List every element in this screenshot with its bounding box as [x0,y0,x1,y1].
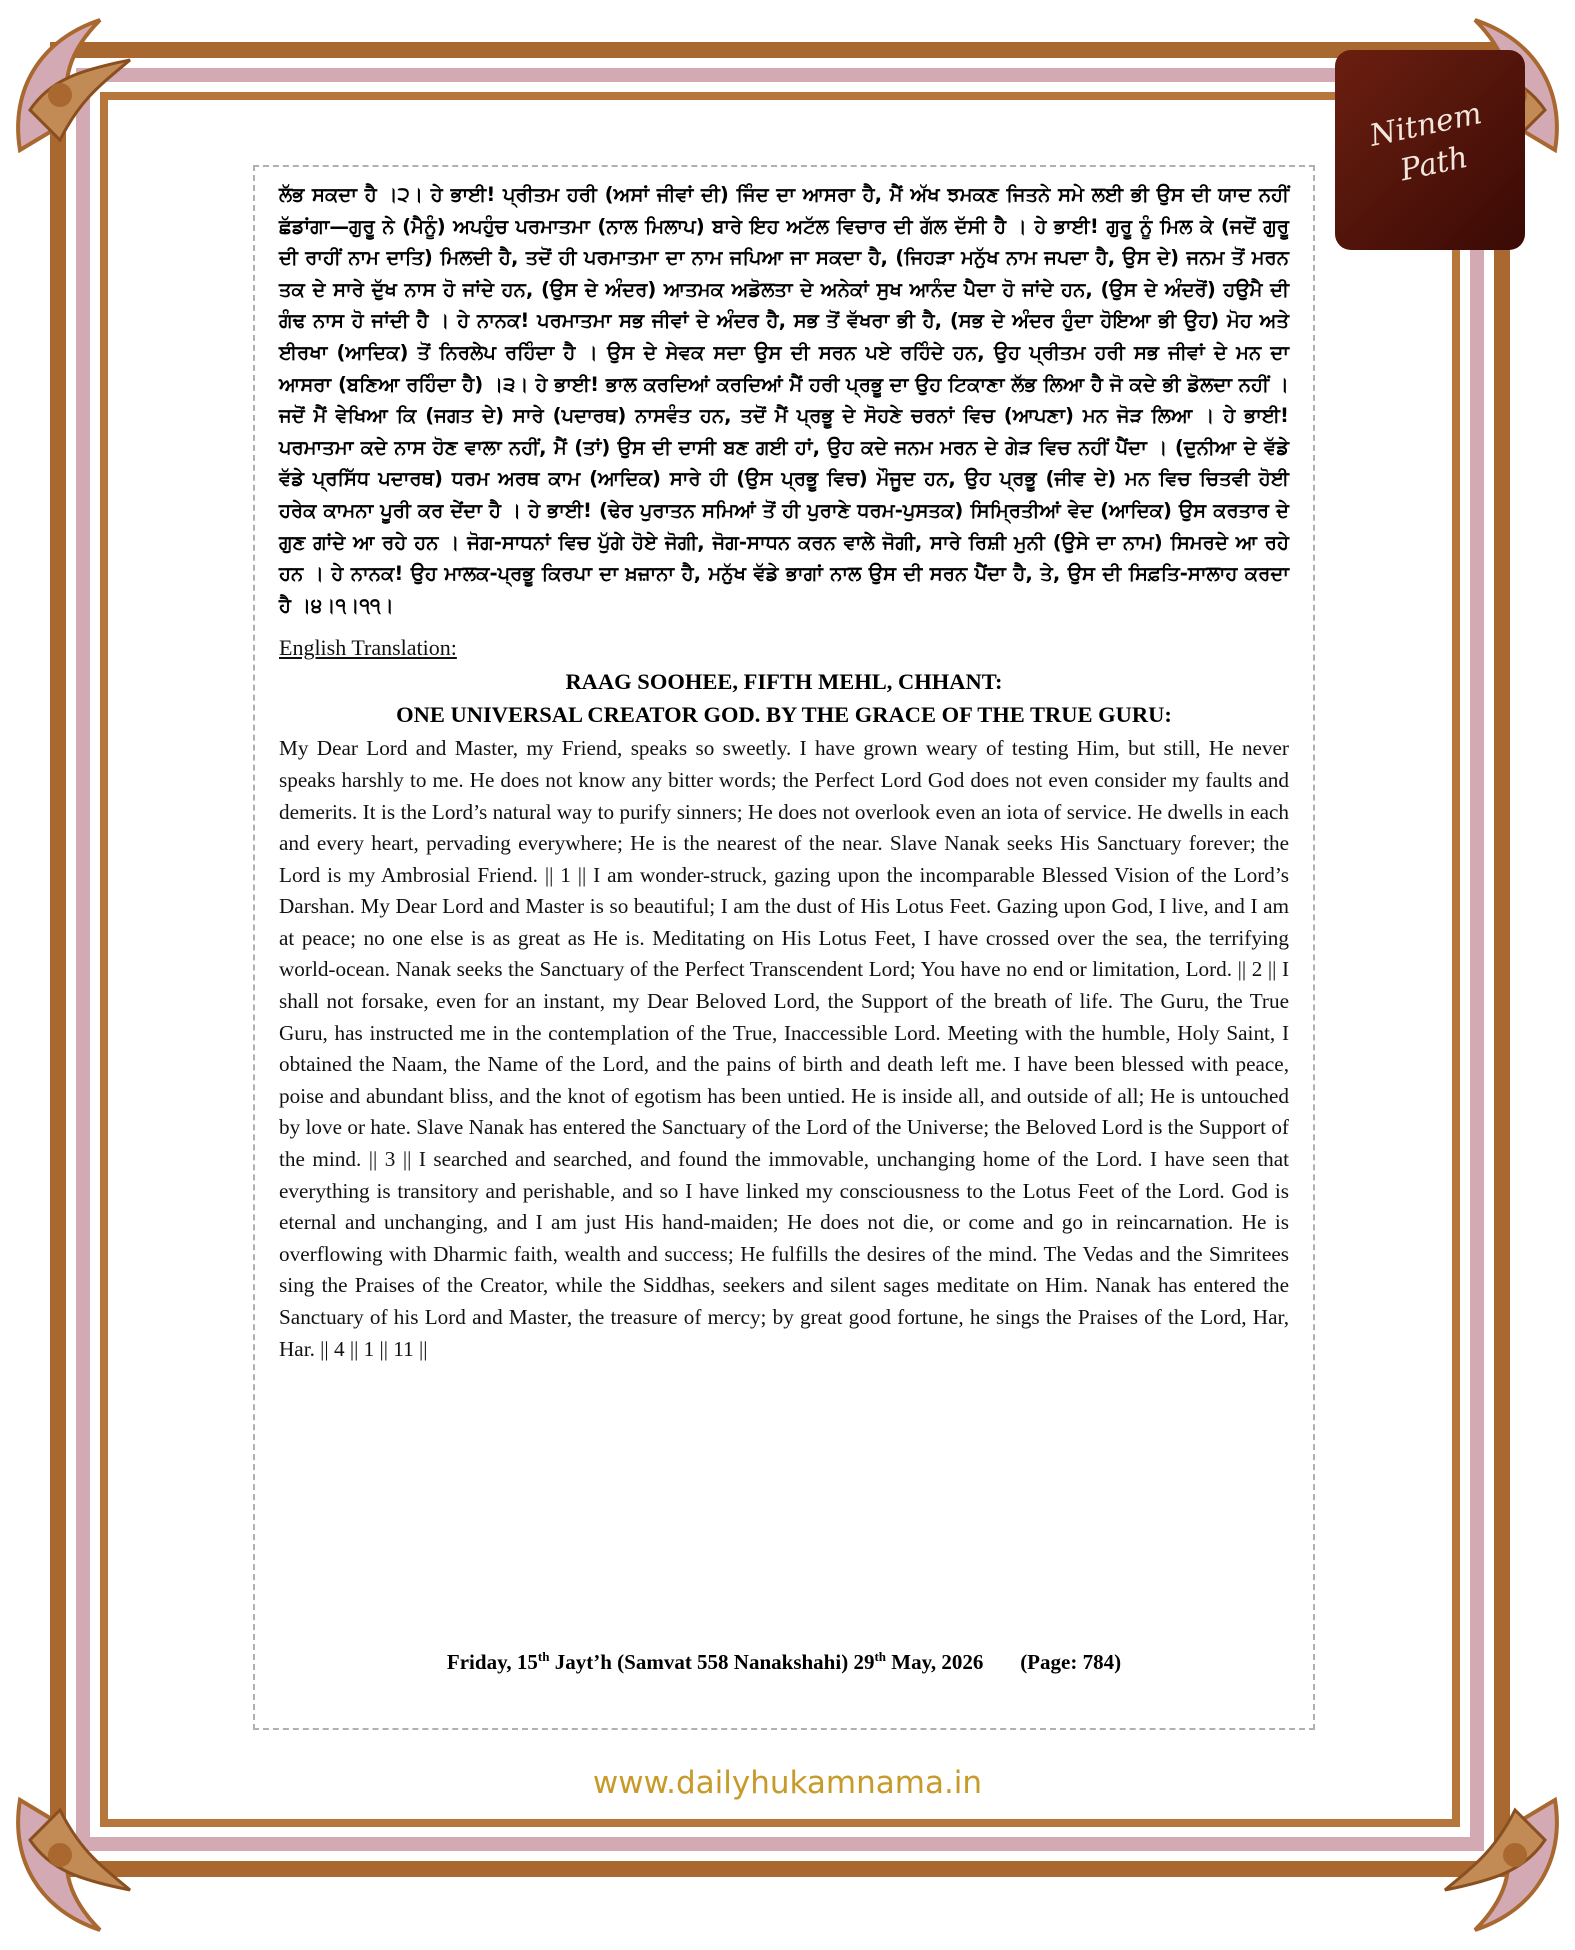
brand-line2: Path [1397,139,1471,189]
date-sup1: th [537,1649,550,1664]
corner-bow-ornament-icon [0,1780,170,1950]
hukamnama-text-panel [253,165,1315,1730]
page-number: (Page: 784) [1020,1650,1122,1674]
date-prefix: Friday, 15 [446,1650,538,1674]
date-sup2: th [874,1649,887,1664]
english-translation-body: My Dear Lord and Master, my Friend, speaks so sweetly. I have grown weary of testing Him, but still, He never speaks harshly to me. He does not know any bitter words; the Perfect Lord God does not even consider my faults and demerits. It is the Lord’s natural way to purify sinners; He does not overlook even an iota of service. He dwells in each and every heart, pervading everywhere; He is the nearest of the near. Slave Nanak seeks His Sanctuary forever; the Lord is my Ambrosial Friend. || 1 || I am wonder-struck, gazing upon the incomparable Blessed Vision of the Lord’s Darshan. My Dear Lord and Master is so beautiful; I am the dust of His Lotus Feet. Gazing upon God, I live, and I am at peace; no one else is as great as He is. Meditating on His Lotus Feet, I have crossed over the sea, the terrifying world-ocean. Nanak seeks the Sanctuary of the Perfect Transcendent Lord; You have no end or limitation, Lord. || 2 || I shall not forsake, even for an instant, my Dear Beloved Lord, the Support of the breath of life. The Guru, the True Guru, has instructed me in the contemplation of the True, Inaccessible Lord. Meeting with the humble, Holy Saint, I obtained the Naam, the Name of the Lord, and the pains of birth and death left me. I have been blessed with peace, poise and abundant bliss, and the knot of egotism has been untied. He is inside all, and outside of all; He is untouched by love or hate. Slave Nanak has entered the Sanctuary of the Lord of the Universe; the Beloved Lord is the Support of the mind. || 3 || I searched and searched, and found the immovable, unchanging home of the Lord. I have seen that everything is transitory and perishable, and so I have linked my consciousness to the Lotus Feet of the Lord. God is eternal and unchanging, and I am just His hand-maiden; He does not die, or come and go in reincarnation. He is overflowing with Dharmic faith, wealth and success; He fulfills the desires of the mind. The Vedas and the Simritees sing the Praises of the Creator, while the Siddhas, seekers and silent sages meditate on Him. Nanak has entered the Sanctuary of his Lord and Master, the treasure of mercy; by great good fortune, he sings the Praises of the Lord, Har, Har. || 4 || 1 || 11 || [279,736,1289,1361]
date-mid: Jayt’h (Samvat 558 Nanakshahi) 29 [549,1650,875,1674]
date-line [255,1649,1313,1675]
brand-logo-badge [1335,50,1525,250]
punjabi-explanation: ਲੱਭ ਸਕਦਾ ਹੈ ।੨। ਹੇ ਭਾਈ! ਪ੍ਰੀਤਮ ਹਰੀ (ਅਸਾਂ ਜੀਵਾਂ ਦੀ) ਜਿੰਦ ਦਾ ਆਸਰਾ ਹੈ, ਮੈਂ ਅੱਖ ਝਮਕਣ ਜਿਤਨੇ ਸਮੇ ਲਈ ਭੀ ਉਸ ਦੀ ਯਾਦ ਨਹੀਂ ਛੱਡਾਂਗਾ—ਗੁਰੂ ਨੇ (ਮੈਨੂੰ) ਅਪਹੁੰਚ ਪਰਮਾਤਮਾ (ਨਾਲ ਮਿਲਾਪ) ਬਾਰੇ ਇਹ ਅਟੱਲ ਵਿਚਾਰ ਦੀ ਗੱਲ ਦੱਸੀ ਹੈ । ਹੇ ਭਾਈ! ਗੁਰੂ ਨੂੰ ਮਿਲ ਕੇ (ਜਦੋਂ ਗੁਰੂ ਦੀ ਰਾਹੀਂ ਨਾਮ ਦਾਤਿ) ਮਿਲਦੀ ਹੈ, ਤਦੋਂ ਹੀ ਪਰਮਾਤਮਾ ਦਾ ਨਾਮ ਜਪਿਆ ਜਾ ਸਕਦਾ ਹੈ, (ਜਿਹੜਾ ਮਨੁੱਖ ਨਾਮ ਜਪਦਾ ਹੈ, ਉਸ ਦੇ) ਜਨਮ ਤੋਂ ਮਰਨ ਤਕ ਦੇ ਸਾਰੇ ਦੁੱਖ ਨਾਸ ਹੋ ਜਾਂਦੇ ਹਨ, (ਉਸ ਦੇ ਅੰਦਰ) ਆਤਮਕ ਅਡੋਲਤਾ ਦੇ ਅਨੇਕਾਂ ਸੁਖ ਆਨੰਦ ਪੈਦਾ ਹੋ ਜਾਂਦੇ ਹਨ, (ਉਸ ਦੇ ਅੰਦਰੋਂ) ਹਉਮੈ ਦੀ ਗੰਢ ਨਾਸ ਹੋ ਜਾਂਦੀ ਹੈ । ਹੇ ਨਾਨਕ! ਪਰਮਾਤਮਾ ਸਭ ਜੀਵਾਂ ਦੇ ਅੰਦਰ ਹੈ, ਸਭ ਤੋਂ ਵੱਖਰਾ ਭੀ ਹੈ, (ਸਭ ਦੇ ਅੰਦਰ ਹੁੰਦਾ ਹੋਇਆ ਭੀ ਉਹ) ਮੋਹ ਅਤੇ ਈਰਖਾ (ਆਦਿਕ) ਤੋਂ ਨਿਰਲੇਪ ਰਹਿੰਦਾ ਹੈ । ਉਸ ਦੇ ਸੇਵਕ ਸਦਾ ਉਸ ਦੀ ਸਰਨ ਪਏ ਰਹਿੰਦੇ ਹਨ, ਉਹ ਪ੍ਰੀਤਮ ਹਰੀ ਸਭ ਜੀਵਾਂ ਦੇ ਮਨ ਦਾ ਆਸਰਾ (ਬਣਿਆ ਰਹਿੰਦਾ ਹੈ) ।੩। ਹੇ ਭਾਈ! ਭਾਲ ਕਰਦਿਆਂ ਕਰਦਿਆਂ ਮੈਂ ਹਰੀ ਪ੍ਰਭੂ ਦਾ ਉਹ ਟਿਕਾਣਾ ਲੱਭ ਲਿਆ ਹੈ ਜੋ ਕਦੇ ਭੀ ਡੋਲਦਾ ਨਹੀਂ । ਜਦੋਂ ਮੈਂ ਵੇਖਿਆ ਕਿ (ਜਗਤ ਦੇ) ਸਾਰੇ (ਪਦਾਰਥ) ਨਾਸਵੰਤ ਹਨ, ਤਦੋਂ ਮੈਂ ਪ੍ਰਭੂ ਦੇ ਸੋਹਣੇ ਚਰਨਾਂ ਵਿਚ (ਆਪਣਾ) ਮਨ ਜੋੜ ਲਿਆ । ਹੇ ਭਾਈ! ਪਰਮਾਤਮਾ ਕਦੇ ਨਾਸ ਹੋਣ ਵਾਲਾ ਨਹੀਂ, ਮੈਂ (ਤਾਂ) ਉਸ ਦੀ ਦਾਸੀ ਬਣ ਗਈ ਹਾਂ, ਉਹ ਕਦੇ ਜਨਮ ਮਰਨ ਦੇ ਗੇੜ ਵਿਚ ਨਹੀਂ ਪੈਂਦਾ । (ਦੁਨੀਆ ਦੇ ਵੱਡੇ ਵੱਡੇ ਪ੍ਰਸਿੱਧ ਪਦਾਰਥ) ਧਰਮ ਅਰਥ ਕਾਮ (ਆਦਿਕ) ਸਾਰੇ ਹੀ (ਉਸ ਪ੍ਰਭੂ ਵਿਚ) ਮੌਜੂਦ ਹਨ, ਉਹ ਪ੍ਰਭੂ (ਜੀਵ ਦੇ) ਮਨ ਵਿਚ ਚਿਤਵੀ ਹੋਈ ਹਰੇਕ ਕਾਮਨਾ ਪੂਰੀ ਕਰ ਦੇਂਦਾ ਹੈ । ਹੇ ਭਾਈ! (ਢੇਰ ਪੁਰਾਤਨ ਸਮਿਆਂ ਤੋਂ ਹੀ ਪੁਰਾਣੇ ਧਰਮ-ਪੁਸਤਕ) ਸਿਮ੍ਰਿਤੀਆਂ ਵੇਦ (ਆਦਿਕ) ਉਸ ਕਰਤਾਰ ਦੇ ਗੁਣ ਗਾਂਦੇ ਆ ਰਹੇ ਹਨ । ਜੋਗ-ਸਾਧਨਾਂ ਵਿਚ ਪੁੱਗੇ ਹੋਏ ਜੋਗੀ, ਜੋਗ-ਸਾਧਨ ਕਰਨ ਵਾਲੇ ਜੋਗੀ, ਸਾਰੇ ਰਿਸ਼ੀ ਮੁਨੀ (ਉਸੇ ਦਾ ਨਾਮ) ਸਿਮਰਦੇ ਆ ਰਹੇ ਹਨ । ਹੇ ਨਾਨਕ! ਉਹ ਮਾਲਕ-ਪ੍ਰਭੂ ਕਿਰਪਾ ਦਾ ਖ਼ਜ਼ਾਨਾ ਹੈ, ਮਨੁੱਖ ਵੱਡੇ ਭਾਗਾਂ ਨਾਲ ਉਸ ਦੀ ਸਰਨ ਪੈਂਦਾ ਹੈ, ਤੇ, ਉਸ ਦੀ ਸਿਫ਼ਤਿ-ਸਾਲਾਹ ਕਰਦਾ ਹੈ ।੪।੧।੧੧। [279,183,1289,617]
corner-bow-ornament-icon [0,0,170,170]
brand-logo-text [1329,86,1531,204]
date-suffix: May, 2026 [886,1650,984,1674]
raag-title: RAAG SOOHEE, FIFTH MEHL, CHHANT: [565,669,1003,695]
brand-line1: Nitnem [1366,96,1485,154]
invocation-title: ONE UNIVERSAL CREATOR GOD. BY THE GRACE OF THE TRUE GURU: [396,702,1172,728]
corner-bow-ornament-icon [1405,1780,1575,1950]
english-translation-heading: English Translation: [279,635,457,661]
website-link[interactable]: www.dailyhukamnama.in [592,1765,983,1801]
